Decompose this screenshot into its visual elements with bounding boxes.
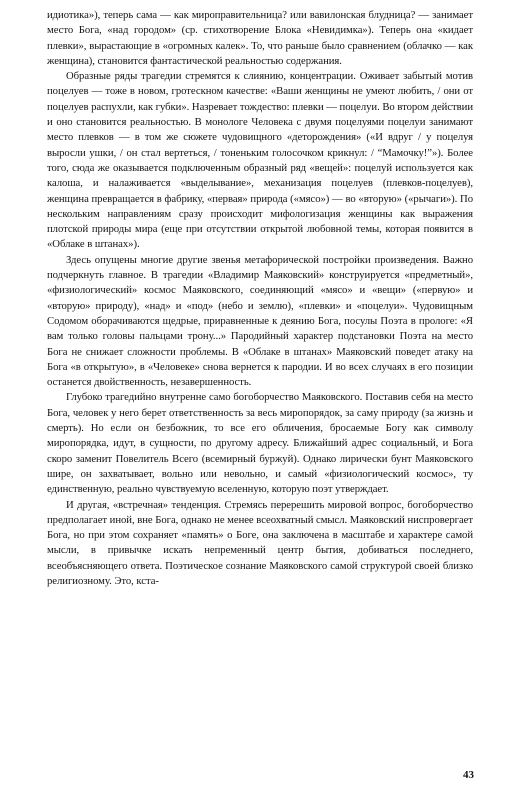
page-number: 43 xyxy=(463,769,474,781)
body-text xyxy=(47,8,473,589)
paragraph: Глубоко трагедийно внутренне само богоборчество Маяковского. Поставив себя на место Бога, человек у него берет ответственность за весь миропорядок, за саму природу (за жизнь и смерть). Но если он безбожник, то все его обличения, бросаемые Богу как символу миропорядка, идут, в сущности, по другому адресу. Ближайший адрес социальный, и Бога скоро заменит Повелитель Всего (всемирный буржуй). Однако лирически бунт Маяковского шире, он захватывает, вольно или невольно, и самый «физиологический космос», ту единственную, реально чувствуемую вселенную, которую поэт утверждает. xyxy=(47,391,473,496)
paragraph: Здесь опущены многие другие звенья метафорической постройки произведения. Важно подчеркнуть главное. В трагедии «Владимир Маяковский» конструируется «предметный», «физиологический» космос Маяковского, соединяющий «мясо» и «вещи» («первую» и «вторую» природу), «над» и «под» (небо и землю), «плевки» и «поцелуи». Чудовищным Содомом оборачиваются щедрые, приравненные к деянию Бога, посулы Поэта в прологе: «Я вам только головы пальцами трону...» Пародийный характер подстановки Поэта на место Бога не снижает сложности проблемы. В «Облаке в штанах» Маяковский поведет атаку на Бога «в открытую», в «Человеке» снова вернется к пародии. И во всех случаях в его позиции останется двойственность, незавершенность. xyxy=(47,253,473,389)
paragraph: идиотика»), теперь сама — как мироправительница? или вавилонская блудница? — занимает место Бога, «над городом» (ср. стихотворение Блока «Невидимка»). Теперь она «кидает плевки», вырастающие в «огромных калек». То, что раньше было сравнением (облачко — как женщина), становится фантастической реальностью содержания. xyxy=(47,9,473,67)
paragraph: Образные ряды трагедии стремятся к слиянию, концентрации. Оживает забытый мотив поцелуев — тоже в новом, гротескном качестве: «Ваши женщины не умеют любить, / они от поцелуев распухли, как губки». Назревает тождество: плевки — поцелуи. Во втором действии и оно становится реальностью. В монологе Человека с двумя поцелуями поцелуи занимают место плевков — в том же сюжете чудовищного «деторождения» («И вдруг / у поцелуя выросли ушки, / он стал вертеться, / тоненьким голосочком крикнул: / “Мамочку!”»). Более того, сюда же оказывается подключенным образный ряд «вещей»: поцелуй используется как калоша, и налаживается «выделывание», механизация поцелуев (плевков-поцелуев), женщина превращается в фабрику, «первая» природа («мясо») — во «вторую» («рычаги»). По нескольким направлениям сразу происходит мифологизация женщины как выражения плотской природы мира (еще при отсутствии открытой любовной темы, которая появится в «Облаке в штанах»). xyxy=(47,70,473,251)
paragraph: И другая, «встречная» тенденция. Стремясь перерешить мировой вопрос, богоборчество предполагает иной, вне Бога, однако не менее всеохватный смысл. Маяковский ниспровергает Бога, но при этом сохраняет «память» о Боге, она заключена в масштабе и характере самой мысли, в привычке искать непременный центр бытия, добиваться последнего, всеобъясняющего ответа. Поэтическое сознание Маяковского самой структурой своей близко религиозному. Это, кста- xyxy=(47,498,473,587)
